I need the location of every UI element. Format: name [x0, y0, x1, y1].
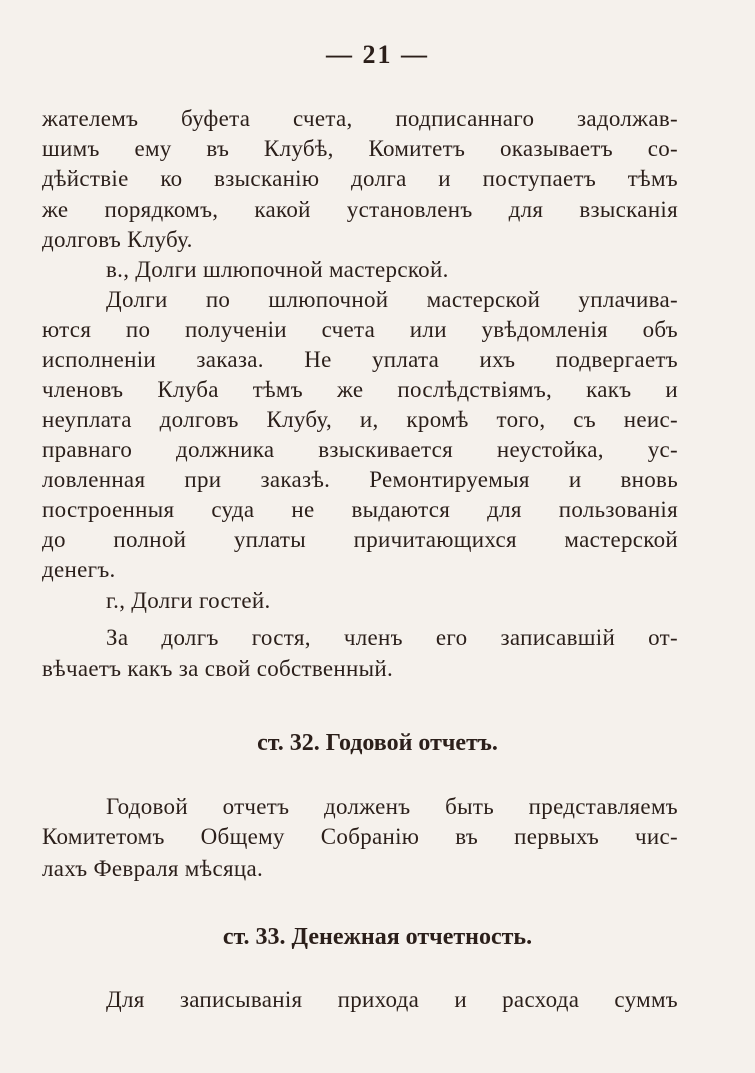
text-line: ются по полученіи счета или увѣдомленія объ [42, 317, 678, 342]
text-line: дѣйствіе ко взысканію долга и поступаетъ тѣмъ [42, 166, 678, 191]
text-line: членовъ Клуба тѣмъ же послѣдствіямъ, какъ и [42, 377, 678, 402]
text-line: же порядкомъ, какой установленъ для взысканія [42, 197, 678, 222]
text-line: исполненіи заказа. Не уплата ихъ подвергаетъ [42, 347, 678, 372]
item-g-title: г., Долги гостей. [106, 588, 271, 613]
article-32-heading: ст. 32. Годовой отчетъ. [257, 730, 498, 756]
page-number: — 21 — [326, 40, 429, 69]
text-line: денегъ. [42, 557, 116, 582]
text-line: Долги по шлюпочной мастерской уплачива- [106, 287, 678, 312]
text-line: Годовой отчетъ долженъ быть представляемъ [106, 794, 678, 819]
text-line: За долгъ гостя, членъ его записавшій от- [106, 625, 678, 650]
text-line: Для записыванія прихода и расхода суммъ [106, 987, 678, 1012]
text-line: ловленная при заказѣ. Ремонтируемыя и вновь [42, 467, 678, 492]
text-line: неуплата долговъ Клубу, и, кромѣ того, съ неис- [42, 407, 678, 432]
text-line: жателемъ буфета счета, подписаннаго задолжав- [42, 106, 678, 131]
text-line: построенныя суда не выдаются для пользованія [42, 497, 678, 522]
text-line: правнаго должника взыскивается неустойка, ус- [42, 437, 678, 462]
text-line: шимъ ему въ Клубѣ, Комитетъ оказываетъ со- [42, 136, 678, 161]
text-line: Комитетомъ Общему Собранію въ первыхъ чис- [42, 824, 678, 849]
article-33-heading: ст. 33. Денежная отчетность. [222, 924, 533, 950]
item-v-title: в., Долги шлюпочной мастерской. [106, 257, 449, 282]
text-line: лахъ Февраля мѣсяца. [42, 856, 264, 881]
text-line: долговъ Клубу. [42, 227, 193, 252]
text-line: вѣчаетъ какъ за свой собственный. [42, 656, 394, 681]
text-line: до полной уплаты причитающихся мастерской [42, 527, 678, 552]
